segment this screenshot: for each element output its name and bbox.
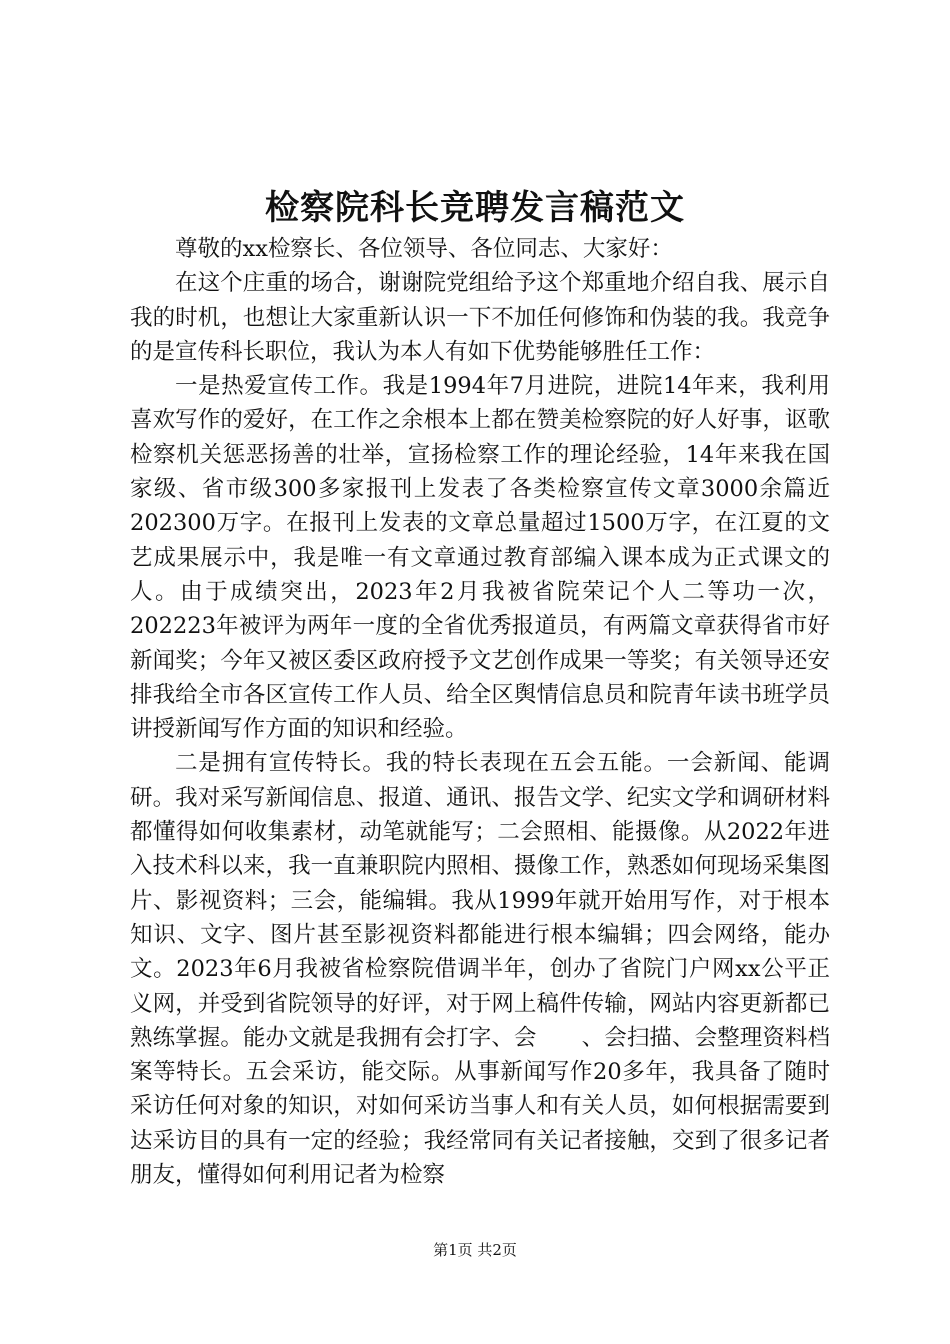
salutation-paragraph: 尊敬的xx检察长、各位领导、各位同志、大家好： (175, 236, 673, 262)
document-title: 检察院科长竞聘发言稿范文 (265, 188, 685, 228)
body-paragraph-2: 二是拥有宣传特长。我的特长表现在五会五能。一会新闻、能调研。我对采写新闻信息、报道、通讯、报告文学、纪实文学和调研材料都懂得如何收集素材，动笔就能写；二会照相、能摄像。从2022年进入技术科以来，我一直兼职院内照相、摄像工作，熟悉如何现场采集图片、影视资料；三会，能编辑。我从1999年就开始用写作，对于根本知识、文字、图片甚至影视资料都能进行根本编辑；四会网络，能办文。2023年6月我被省检察院借调半年，创办了省院门户网xx公平正义网，并受到省院领导的好评，对于网上稿件传输，网站内容更新都已熟练掌握。能办文就是我拥有会打字、会 、会扫描、会整理资料档案等特长。五会采访，能交际。从事新闻写作20多年，我具备了随时采访任何对象的知识，对如何采访当事人和有关人员，如何根据需要到达采访目的具有一定的经验；我经常同有关记者接触，交到了很多记者朋友，懂得如何利用记者为检察 (130, 750, 830, 1189)
body-paragraph-1: 一是热爱宣传工作。我是1994年7月进院，进院14年来，我利用喜欢写作的爱好，在工作之余根本上都在赞美检察院的好人好事，讴歌检察机关惩恶扬善的壮举，宣扬检察工作的理论经验，14年来我在国家级、省市级300多家报刊上发表了各类检察宣传文章3000余篇近202300万字。在报刊上发表的文章总量超过1500万字，在江夏的文艺成果展示中，我是唯一有文章通过教育部编入课本成为正式课文的人。由于成绩突出，2023年2月我被省院荣记个人二等功一次，202223年被评为两年一度的全省优秀报道员，有两篇文章获得省市好新闻奖；今年又被区委区政府授予文艺创作成果一等奖；有关领导还安排我给全市各区宣传工作人员、给全区舆情信息员和院青年读书班学员讲授新闻写作方面的知识和经验。 (130, 373, 830, 743)
page-footer: 第1页 共2页 (433, 1241, 517, 1259)
document-body (130, 232, 830, 1192)
intro-paragraph: 在这个庄重的场合，谢谢院党组给予这个郑重地介绍自我、展示自我的时机，也想让大家重新认识一下不加任何修饰和伪装的我。我竞争的是宣传科长职位，我认为本人有如下优势能够胜任工作： (130, 270, 830, 365)
